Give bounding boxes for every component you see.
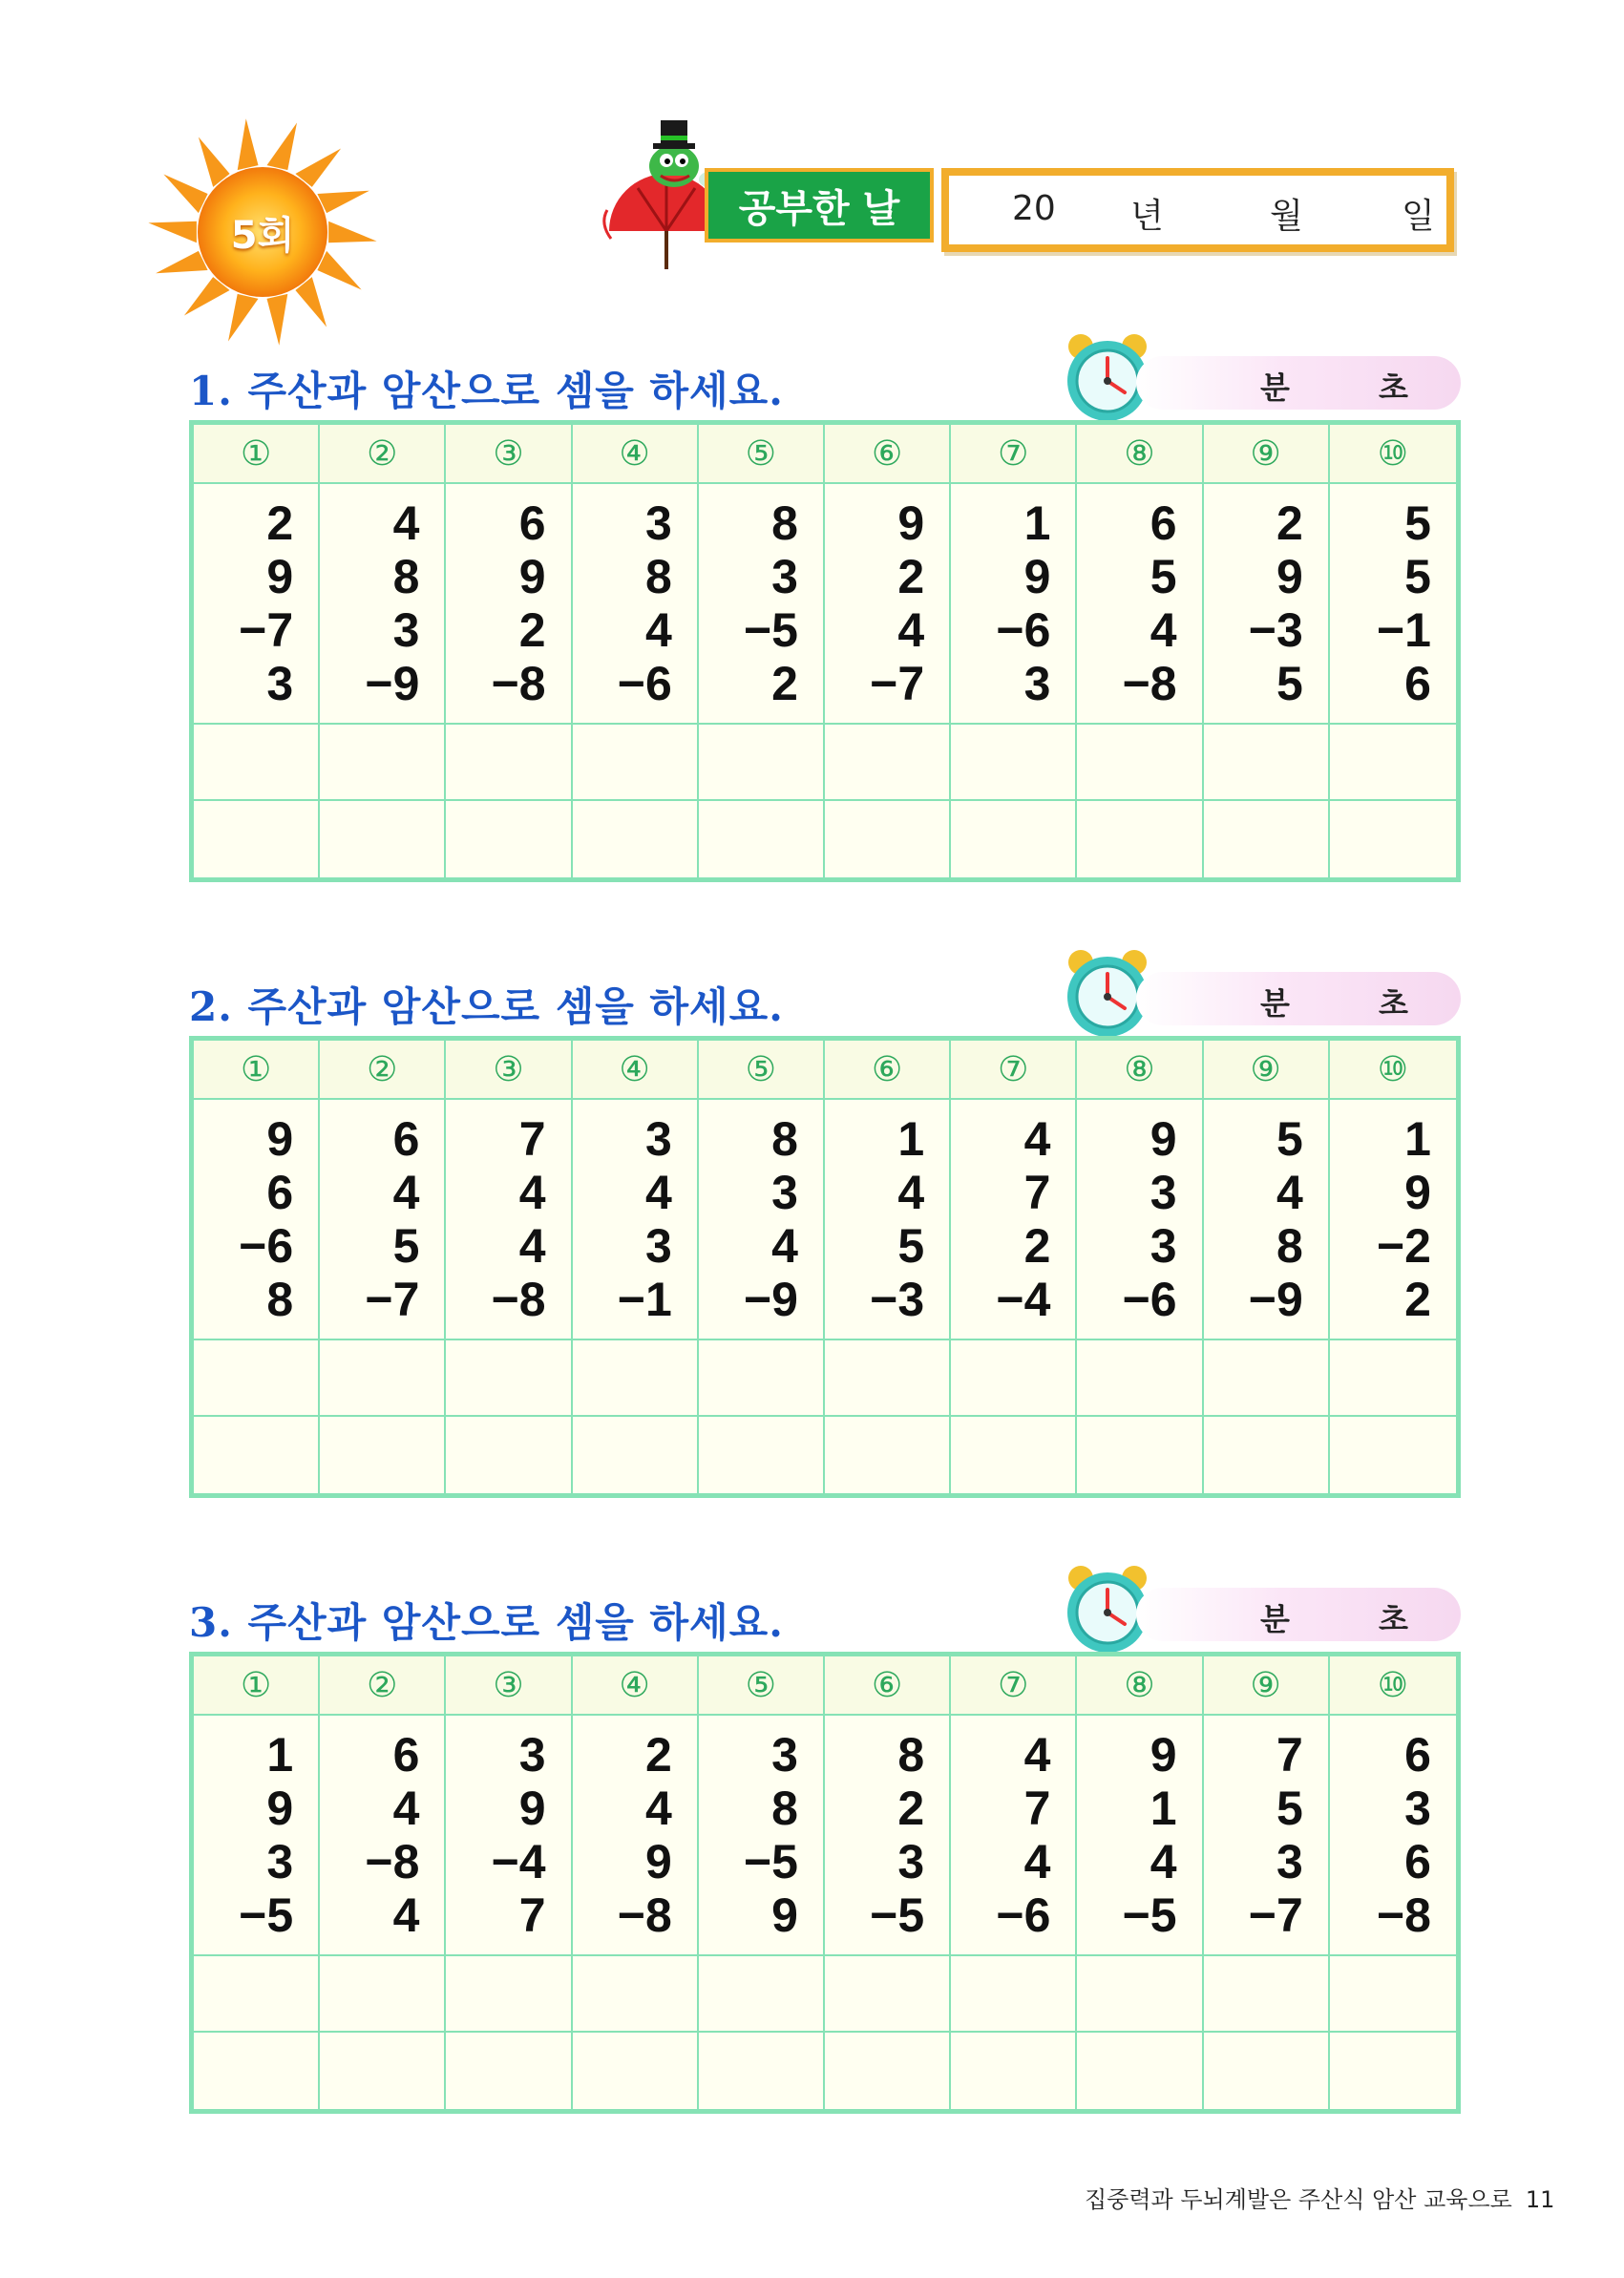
problem-number: ① — [194, 1656, 320, 1716]
addend: 7 — [1023, 1782, 1051, 1835]
year-prefix: 20 — [1012, 189, 1056, 228]
problem-number: ③ — [446, 425, 572, 484]
abacus-answer-cell[interactable] — [320, 1340, 446, 1417]
addend: 5 — [1404, 550, 1431, 603]
addend: 8 — [1276, 1219, 1303, 1273]
abacus-answer-cell[interactable] — [1077, 1956, 1203, 2033]
section-title: 1. 주산과 암산으로 셈을 하세요. — [189, 368, 784, 414]
addend: 9 — [518, 1782, 546, 1835]
addend: 9 — [266, 550, 294, 603]
addend: 8 — [392, 550, 420, 603]
addend: 3 — [266, 657, 294, 710]
footer-slogan: 집중력과 두뇌계발은 주산식 암산 교육으로 — [1085, 2186, 1512, 2213]
mental-answer-cell[interactable] — [194, 1417, 320, 1493]
addend: 5 — [1276, 657, 1303, 710]
problem-number: ② — [320, 1656, 446, 1716]
addend: −6 — [996, 1888, 1051, 1942]
addend: −6 — [239, 1219, 294, 1273]
addend: −6 — [996, 603, 1051, 657]
addend: 3 — [266, 1835, 294, 1888]
mental-answer-cell[interactable] — [1204, 2033, 1330, 2109]
problem-column — [1077, 1716, 1203, 1956]
section-title: 2. 주산과 암산으로 셈을 하세요. — [189, 983, 784, 1030]
year-label: 년 — [1130, 197, 1164, 236]
problem-number: ⑧ — [1077, 425, 1203, 484]
addend: 4 — [1023, 1728, 1051, 1782]
addend: 6 — [1404, 1728, 1431, 1782]
problem-number: ④ — [573, 1041, 699, 1100]
addend: −7 — [239, 603, 294, 657]
addend: −8 — [365, 1835, 420, 1888]
problem-column — [320, 484, 446, 725]
problem-number: ⑩ — [1330, 425, 1456, 484]
addend: −9 — [1248, 1273, 1303, 1326]
abacus-answer-cell[interactable] — [1077, 725, 1203, 801]
mental-answer-cell[interactable] — [1077, 801, 1203, 877]
footer — [1085, 2181, 1554, 2214]
addend: 6 — [1404, 657, 1431, 710]
mental-answer-cell[interactable] — [1204, 1417, 1330, 1493]
abacus-answer-cell[interactable] — [951, 725, 1077, 801]
mental-answer-cell[interactable] — [446, 1417, 572, 1493]
addend: 3 — [771, 1728, 798, 1782]
addend: 5 — [392, 1219, 420, 1273]
addend: 4 — [644, 603, 672, 657]
mental-answer-cell[interactable] — [320, 2033, 446, 2109]
addend: −3 — [870, 1273, 925, 1326]
addend: −8 — [617, 1888, 672, 1942]
addend: 2 — [1276, 496, 1303, 550]
abacus-answer-cell[interactable] — [194, 1956, 320, 2033]
addend: 1 — [1404, 1112, 1431, 1166]
month-label: 월 — [1270, 197, 1303, 236]
addend: 3 — [1276, 1835, 1303, 1888]
addend: 4 — [771, 1219, 798, 1273]
problem-column — [446, 1100, 572, 1340]
addend: 9 — [266, 1112, 294, 1166]
problem-number: ⑥ — [825, 1041, 951, 1100]
problem-column — [573, 1716, 699, 1956]
addend: 9 — [518, 550, 546, 603]
addend: 8 — [897, 1728, 925, 1782]
addend: 2 — [897, 1782, 925, 1835]
minutes-label: 분 — [1260, 985, 1290, 1022]
problem-number: ③ — [446, 1656, 572, 1716]
timer-field[interactable] — [1136, 1588, 1461, 1641]
minutes-label: 분 — [1260, 369, 1290, 406]
session-badge: 5회 — [230, 213, 295, 258]
day-label: 일 — [1402, 197, 1435, 236]
addend: 2 — [1023, 1219, 1051, 1273]
addend: −2 — [1376, 1219, 1431, 1273]
problem-column — [446, 1716, 572, 1956]
problem-column — [446, 484, 572, 725]
mental-answer-cell[interactable] — [320, 801, 446, 877]
abacus-answer-cell[interactable] — [573, 1340, 699, 1417]
addend: 1 — [1023, 496, 1051, 550]
addend: −8 — [1122, 657, 1177, 710]
addend: 3 — [771, 1166, 798, 1219]
addend: 5 — [1404, 496, 1431, 550]
problem-number: ⑦ — [951, 1656, 1077, 1716]
addend: 3 — [897, 1835, 925, 1888]
study-day-label: 공부한 날 — [705, 168, 934, 243]
mental-answer-cell[interactable] — [573, 2033, 699, 2109]
addend: 8 — [771, 496, 798, 550]
addend: 2 — [897, 550, 925, 603]
addend: 3 — [392, 603, 420, 657]
problem-column — [1077, 484, 1203, 725]
addend: 4 — [897, 603, 925, 657]
mental-answer-cell[interactable] — [825, 1417, 951, 1493]
addend: 7 — [518, 1112, 546, 1166]
problem-number: ⑥ — [825, 425, 951, 484]
problem-column — [194, 1100, 320, 1340]
addend: 9 — [897, 496, 925, 550]
problem-column — [699, 1716, 825, 1956]
timer-field[interactable] — [1136, 356, 1461, 410]
problem-column — [825, 1716, 951, 1956]
addend: −6 — [617, 657, 672, 710]
mental-answer-cell[interactable] — [446, 801, 572, 877]
addend: 4 — [644, 1782, 672, 1835]
problem-column — [951, 1716, 1077, 1956]
addend: 3 — [1149, 1219, 1177, 1273]
problem-number: ② — [320, 1041, 446, 1100]
addend: 8 — [644, 550, 672, 603]
problem-number: ③ — [446, 1041, 572, 1100]
addend: 2 — [518, 603, 546, 657]
seconds-label: 초 — [1379, 369, 1408, 406]
minutes-label: 분 — [1260, 1601, 1290, 1637]
addend: −1 — [1376, 603, 1431, 657]
problem-number: ④ — [573, 1656, 699, 1716]
addend: 4 — [1149, 603, 1177, 657]
addend: 2 — [644, 1728, 672, 1782]
abacus-answer-cell[interactable] — [825, 725, 951, 801]
addend: 9 — [644, 1835, 672, 1888]
addend: −8 — [491, 657, 546, 710]
problem-column — [1330, 1716, 1456, 1956]
mental-answer-cell[interactable] — [1330, 2033, 1456, 2109]
addend: 5 — [1149, 550, 1177, 603]
problem-number: ① — [194, 1041, 320, 1100]
problem-column — [699, 484, 825, 725]
addend: 1 — [897, 1112, 925, 1166]
addend: 5 — [897, 1219, 925, 1273]
abacus-answer-cell[interactable] — [194, 725, 320, 801]
addend: 4 — [392, 496, 420, 550]
addend: 9 — [1404, 1166, 1431, 1219]
addend: 3 — [1149, 1166, 1177, 1219]
addend: −5 — [743, 603, 798, 657]
addend: 4 — [1276, 1166, 1303, 1219]
addend: 7 — [1276, 1728, 1303, 1782]
addend: 3 — [771, 550, 798, 603]
abacus-answer-cell[interactable] — [825, 1956, 951, 2033]
problem-column — [825, 1100, 951, 1340]
problem-column — [1077, 1100, 1203, 1340]
mental-answer-cell[interactable] — [194, 801, 320, 877]
problem-number: ⑨ — [1204, 1656, 1330, 1716]
problem-number: ⑧ — [1077, 1041, 1203, 1100]
mental-answer-cell[interactable] — [1077, 2033, 1203, 2109]
problem-column — [951, 1100, 1077, 1340]
addend: 5 — [1276, 1782, 1303, 1835]
addend: 4 — [644, 1166, 672, 1219]
addend: 1 — [266, 1728, 294, 1782]
addend: −9 — [365, 657, 420, 710]
addend: 9 — [266, 1782, 294, 1835]
mental-answer-cell[interactable] — [825, 801, 951, 877]
addend: 9 — [771, 1888, 798, 1942]
addend: 6 — [1404, 1835, 1431, 1888]
addend: 4 — [392, 1782, 420, 1835]
addend: 3 — [1023, 657, 1051, 710]
abacus-answer-cell[interactable] — [951, 1340, 1077, 1417]
abacus-answer-cell[interactable] — [320, 725, 446, 801]
addend: 7 — [518, 1888, 546, 1942]
mental-answer-cell[interactable] — [1330, 801, 1456, 877]
abacus-answer-cell[interactable] — [573, 1956, 699, 2033]
addend: 3 — [518, 1728, 546, 1782]
addend: 2 — [1404, 1273, 1431, 1326]
addend: 9 — [1149, 1728, 1177, 1782]
addend: 3 — [644, 496, 672, 550]
problem-column — [320, 1100, 446, 1340]
abacus-answer-cell[interactable] — [699, 1956, 825, 2033]
abacus-answer-cell[interactable] — [446, 1340, 572, 1417]
mental-answer-cell[interactable] — [951, 801, 1077, 877]
addend: 9 — [1276, 550, 1303, 603]
addend: 4 — [392, 1888, 420, 1942]
mental-answer-cell[interactable] — [573, 801, 699, 877]
problem-number: ⑩ — [1330, 1656, 1456, 1716]
problem-column — [573, 1100, 699, 1340]
addend: 2 — [266, 496, 294, 550]
addend: 3 — [1404, 1782, 1431, 1835]
addend: −7 — [365, 1273, 420, 1326]
addend: 2 — [771, 657, 798, 710]
problem-number: ⑦ — [951, 425, 1077, 484]
addend: 4 — [518, 1219, 546, 1273]
problem-number: ⑤ — [699, 1656, 825, 1716]
problem-number: ① — [194, 425, 320, 484]
addend: −1 — [617, 1273, 672, 1326]
addend: −6 — [1122, 1273, 1177, 1326]
problem-column — [1330, 484, 1456, 725]
mental-answer-cell[interactable] — [951, 1417, 1077, 1493]
problem-column — [573, 484, 699, 725]
addend: 4 — [1023, 1112, 1051, 1166]
problem-number: ⑦ — [951, 1041, 1077, 1100]
problem-number: ④ — [573, 425, 699, 484]
problem-column — [825, 484, 951, 725]
abacus-answer-cell[interactable] — [699, 725, 825, 801]
mental-answer-cell[interactable] — [1204, 801, 1330, 877]
addend: 4 — [1023, 1835, 1051, 1888]
abacus-answer-cell[interactable] — [699, 1340, 825, 1417]
addend: 9 — [1023, 550, 1051, 603]
addend: −5 — [743, 1835, 798, 1888]
abacus-answer-cell[interactable] — [1204, 1956, 1330, 2033]
addend: −8 — [1376, 1888, 1431, 1942]
abacus-answer-cell[interactable] — [446, 1956, 572, 2033]
addend: −5 — [1122, 1888, 1177, 1942]
problem-column — [1204, 1100, 1330, 1340]
timer-field[interactable] — [1136, 972, 1461, 1025]
problem-grid — [189, 1036, 1461, 1498]
addend: 4 — [1149, 1835, 1177, 1888]
addend: −4 — [491, 1835, 546, 1888]
problem-column — [1330, 1100, 1456, 1340]
abacus-answer-cell[interactable] — [1330, 725, 1456, 801]
addend: 4 — [392, 1166, 420, 1219]
mental-answer-cell[interactable] — [1330, 1417, 1456, 1493]
section-title: 3. 주산과 암산으로 셈을 하세요. — [189, 1599, 784, 1646]
addend: −7 — [1248, 1888, 1303, 1942]
problem-number: ⑤ — [699, 1041, 825, 1100]
mental-answer-cell[interactable] — [573, 1417, 699, 1493]
problem-grid — [189, 420, 1461, 882]
seconds-label: 초 — [1379, 1601, 1408, 1637]
problem-column — [1204, 484, 1330, 725]
addend: 4 — [897, 1166, 925, 1219]
mental-answer-cell[interactable] — [699, 1417, 825, 1493]
abacus-answer-cell[interactable] — [1077, 1340, 1203, 1417]
problem-number: ⑧ — [1077, 1656, 1203, 1716]
mental-answer-cell[interactable] — [194, 2033, 320, 2109]
mental-answer-cell[interactable] — [320, 1417, 446, 1493]
abacus-answer-cell[interactable] — [1330, 1956, 1456, 2033]
mental-answer-cell[interactable] — [699, 801, 825, 877]
page-number: 11 — [1525, 2186, 1555, 2213]
problem-column — [951, 484, 1077, 725]
problem-number: ⑨ — [1204, 425, 1330, 484]
addend: −8 — [491, 1273, 546, 1326]
addend: 6 — [1149, 496, 1177, 550]
problem-number: ⑩ — [1330, 1041, 1456, 1100]
mental-answer-cell[interactable] — [446, 2033, 572, 2109]
addend: 6 — [392, 1112, 420, 1166]
problem-column — [699, 1100, 825, 1340]
problem-number: ② — [320, 425, 446, 484]
mental-answer-cell[interactable] — [951, 2033, 1077, 2109]
abacus-answer-cell[interactable] — [573, 725, 699, 801]
addend: 8 — [771, 1782, 798, 1835]
addend: 1 — [1149, 1782, 1177, 1835]
addend: 9 — [1149, 1112, 1177, 1166]
addend: 4 — [518, 1166, 546, 1219]
mental-answer-cell[interactable] — [699, 2033, 825, 2109]
abacus-answer-cell[interactable] — [825, 1340, 951, 1417]
abacus-answer-cell[interactable] — [446, 725, 572, 801]
abacus-answer-cell[interactable] — [1204, 1340, 1330, 1417]
addend: 6 — [392, 1728, 420, 1782]
seconds-label: 초 — [1379, 985, 1408, 1022]
date-field[interactable] — [941, 168, 1454, 252]
addend: 8 — [771, 1112, 798, 1166]
addend: 8 — [266, 1273, 294, 1326]
problem-column — [194, 484, 320, 725]
problem-number: ⑥ — [825, 1656, 951, 1716]
problem-number: ⑤ — [699, 425, 825, 484]
addend: 6 — [266, 1166, 294, 1219]
abacus-answer-cell[interactable] — [1330, 1340, 1456, 1417]
addend: 5 — [1276, 1112, 1303, 1166]
problem-column — [320, 1716, 446, 1956]
addend: 7 — [1023, 1166, 1051, 1219]
addend: 3 — [644, 1112, 672, 1166]
addend: 6 — [518, 496, 546, 550]
addend: −5 — [239, 1888, 294, 1942]
abacus-answer-cell[interactable] — [1204, 725, 1330, 801]
addend: −3 — [1248, 603, 1303, 657]
addend: −5 — [870, 1888, 925, 1942]
problem-column — [1204, 1716, 1330, 1956]
addend: −4 — [996, 1273, 1051, 1326]
mental-answer-cell[interactable] — [1077, 1417, 1203, 1493]
problem-column — [194, 1716, 320, 1956]
abacus-answer-cell[interactable] — [951, 1956, 1077, 2033]
problem-grid — [189, 1652, 1461, 2114]
abacus-answer-cell[interactable] — [320, 1956, 446, 2033]
mental-answer-cell[interactable] — [825, 2033, 951, 2109]
addend: 3 — [644, 1219, 672, 1273]
problem-number: ⑨ — [1204, 1041, 1330, 1100]
abacus-answer-cell[interactable] — [194, 1340, 320, 1417]
addend: −7 — [870, 657, 925, 710]
addend: −9 — [743, 1273, 798, 1326]
